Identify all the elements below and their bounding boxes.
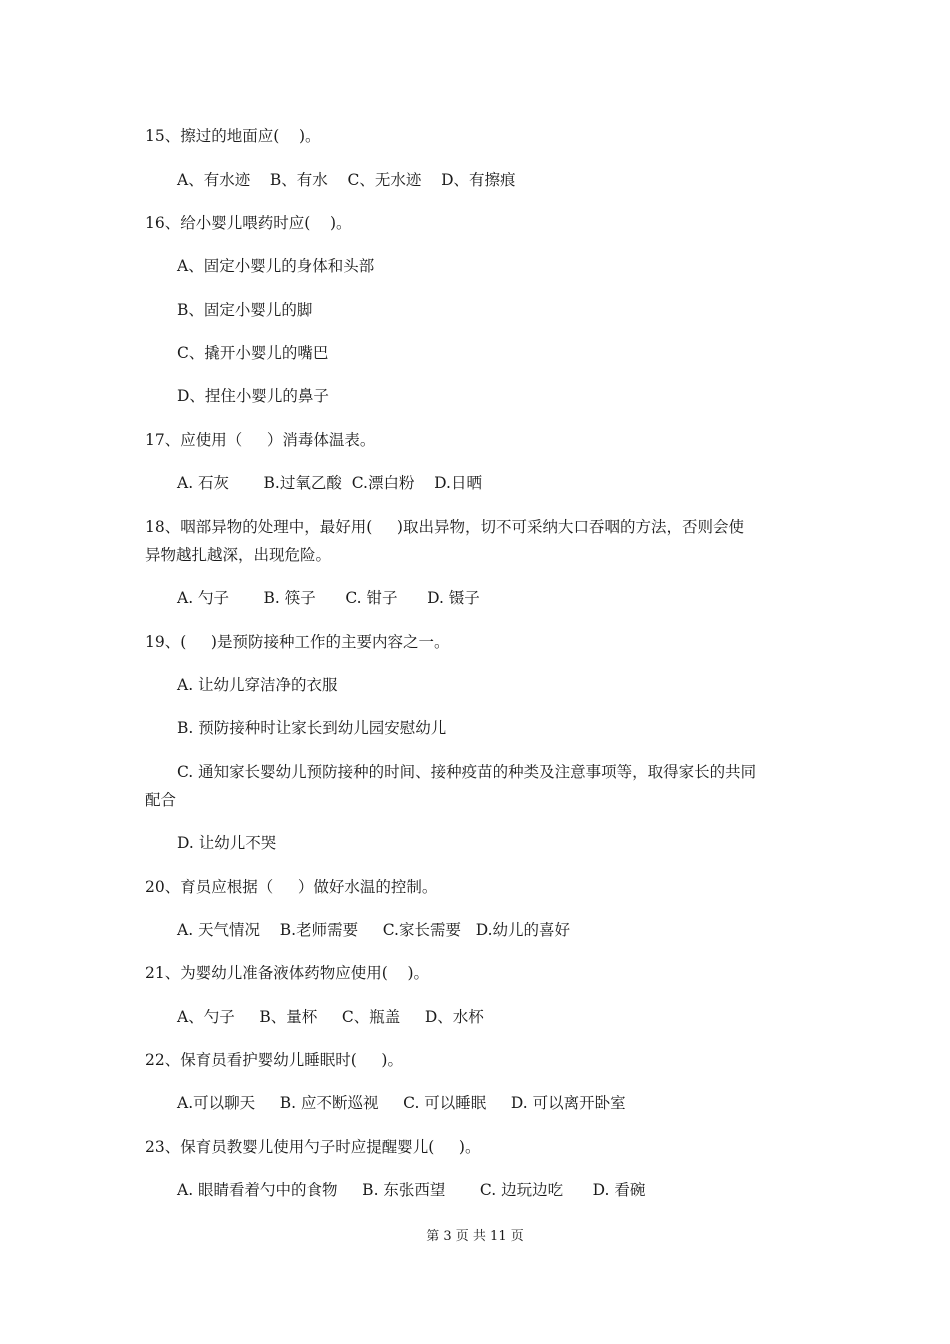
question-16-option-b: B、固定小婴儿的脚 [177,301,313,319]
question-19-option-c: C. 通知家长婴幼儿预防接种的时间、接种疫苗的种类及注意事项等，取得家长的共同 [177,763,757,781]
question-18-options: A. 勺子 B. 筷子 C. 钳子 D. 镊子 [177,589,480,607]
question-19-option-b: B. 预防接种时让家长到幼儿园安慰幼儿 [177,719,447,737]
question-18: 18、咽部异物的处理中，最好用( )取出异物，切不可采纳大口吞咽的方法，否则会使 [145,518,744,536]
question-21: 21、为婴幼儿准备液体药物应使用( )。 [145,964,430,982]
question-23: 23、保育员教婴儿使用勺子时应提醒婴儿( )。 [145,1138,481,1156]
question-16-option-a: A、固定小婴儿的身体和头部 [177,257,375,275]
question-16: 16、给小婴儿喂药时应( )。 [145,214,352,232]
question-18-continuation: 异物越扎越深，出现危险。 [145,546,332,564]
question-23-options: A. 眼睛看着勺中的食物 B. 东张西望 C. 边玩边吃 D. 看碗 [177,1181,646,1199]
question-17-options: A. 石灰 B.过氧乙酸 C.漂白粉 D.日晒 [177,474,482,492]
question-21-options: A、勺子 B、量杯 C、瓶盖 D、水杯 [177,1008,484,1026]
page-footer: 第 3 页 共 11 页 [426,1229,524,1244]
question-20-options: A. 天气情况 B.老师需要 C.家长需要 D.幼儿的喜好 [177,921,571,939]
question-15-options: A、有水迹 B、有水 C、无水迹 D、有擦痕 [177,171,516,189]
question-19-option-d: D. 让幼儿不哭 [177,834,277,852]
question-19-option-c-continuation: 配合 [145,791,177,809]
question-22-options: A.可以聊天 B. 应不断巡视 C. 可以睡眠 D. 可以离开卧室 [177,1094,626,1112]
question-15: 15、擦过的地面应( )。 [145,127,321,145]
question-17: 17、应使用（ ）消毒体温表。 [145,431,376,449]
question-16-option-c: C、撬开小婴儿的嘴巴 [177,344,329,362]
question-19: 19、( )是预防接种工作的主要内容之一。 [145,633,450,651]
question-16-option-d: D、捏住小婴儿的鼻子 [177,387,329,405]
question-19-option-a: A. 让幼儿穿洁净的衣服 [177,676,338,694]
question-20: 20、育员应根据（ ）做好水温的控制。 [145,878,438,896]
question-22: 22、保育员看护婴幼儿睡眠时( )。 [145,1051,403,1069]
